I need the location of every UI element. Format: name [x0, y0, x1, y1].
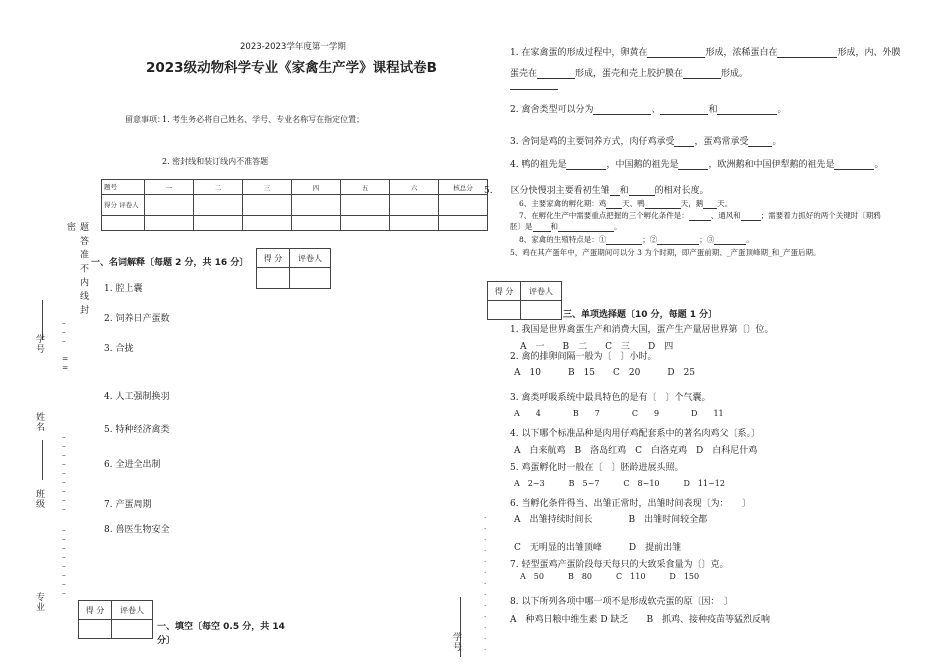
fill-q9: 5、鸡在其产蛋年中，产蛋期间可以分 3 为个时期，即产蛋前期、_产蛋顶峰期_和_产蛋后期。 — [510, 248, 821, 257]
mc-question: 8. 以下所列各项中哪一项不是形成软壳蛋的原〔因： 〕 — [510, 597, 733, 607]
mc-options[interactable]: A 10 B 15 C 20 D 25 — [514, 368, 696, 378]
section1-title: 一、名词解释〔每题 2 分，共 16 分〕 — [91, 258, 249, 268]
score-cell[interactable] — [292, 216, 341, 231]
notice-label: 留意事项： — [125, 115, 165, 124]
student-id-label: 学号 — [34, 334, 44, 354]
blank[interactable] — [510, 80, 558, 90]
binding-dashes: – – – – – – – – — [62, 525, 66, 597]
score-cell[interactable] — [145, 216, 194, 231]
fill-q8: 8、家禽的生殖特点是：① ；② ；③ 。 — [519, 235, 754, 244]
score-header: 四 — [292, 180, 341, 195]
semester-label: 2023-2023学年度第一学期 — [240, 42, 346, 52]
grader-score-cell[interactable] — [257, 268, 290, 289]
score-cell[interactable] — [102, 216, 145, 231]
notice-1: 1. 考生务必将自己姓名、学号、专业名称写在指定位置； — [162, 115, 365, 124]
grader-score-cell[interactable] — [79, 620, 112, 639]
mc-options[interactable]: A 50 B 80 C 110 D 150 — [520, 572, 700, 581]
score-cell[interactable] — [292, 195, 341, 216]
score-header: 题号 — [102, 180, 145, 195]
binding-dots: · · · · · · · · · · · · · — [484, 513, 487, 654]
mc-question: 5. 鸡蛋孵化时一般在〔 〕胚龄进展头照。 — [510, 463, 684, 473]
score-header: 一 — [145, 180, 194, 195]
term-item: 3. 合拢 — [104, 344, 134, 354]
class-label: 班级 — [34, 489, 44, 509]
mc-question: 1. 我国是世界禽蛋生产和消费大国，蛋产生产量居世界第〔〕位。 — [510, 325, 774, 335]
grader-box — [256, 248, 331, 289]
fill-q4: 4. 鸭的祖先是 ，中国鹅的祖先是 ，欧洲鹅和中国伊犁鹅的祖先是 。 — [510, 160, 884, 170]
score-header: 核总分 — [439, 180, 488, 195]
score-cell[interactable] — [194, 195, 243, 216]
score-cell[interactable] — [194, 216, 243, 231]
fill-q7: 7、在孵化生产中需要重点把握的三个孵化条件是： 、通风和 ；需要着力抓好的两个关键时〔期鸦 — [519, 211, 881, 220]
grader-score-cell[interactable] — [488, 301, 521, 320]
score-table — [101, 179, 488, 231]
fill-q5: 5. 区分快慢羽主要看初生雏 和 的相对长度。 — [484, 186, 709, 196]
binding-dashes: – – – – – – – – – — [62, 432, 66, 513]
grader-name-label: 评卷人 — [112, 601, 153, 620]
term-item: 4. 人工强制换羽 — [104, 392, 170, 402]
score-header: 六 — [390, 180, 439, 195]
grader-name-cell[interactable] — [112, 620, 153, 639]
mc-question: 2. 禽的排卵间隔一般为〔 〕小时。 — [510, 352, 657, 362]
binding-line — [42, 440, 43, 480]
score-cell[interactable] — [390, 216, 439, 231]
grader-box — [487, 281, 562, 320]
binding-warning: 题 答 准 不 内 线 封 密 — [65, 222, 88, 316]
major-label: 专业 — [34, 592, 44, 612]
grader-name-label: 评卷人 — [290, 249, 331, 268]
score-row-label: 得分 评卷人 — [102, 195, 145, 216]
student-id-label: 学号 — [451, 632, 461, 652]
mc-question: 3. 禽类呼吸系统中最具特色的是有〔 〕个气囊。 — [510, 393, 711, 403]
section2-title-cont: 分〕 — [157, 636, 176, 646]
grader-name-cell[interactable] — [290, 268, 331, 289]
grader-box — [78, 600, 153, 639]
grader-score-label: 得 分 — [257, 249, 290, 268]
mc-options[interactable]: A 2~3 B 5~7 C 8~10 D 11~12 — [514, 479, 725, 488]
score-header: 二 — [194, 180, 243, 195]
score-cell[interactable] — [145, 195, 194, 216]
term-item: 7. 产蛋周期 — [104, 500, 152, 510]
mc-options[interactable]: A 出雏持续时间长 B 出雏时间较全都 — [514, 515, 708, 525]
binding-dashes: – – – = = — [62, 318, 69, 372]
fill-q7-cont: 胚〕是 和 。 — [510, 222, 622, 231]
term-item: 5. 特种经济禽类 — [104, 425, 170, 435]
score-cell[interactable] — [439, 216, 488, 231]
mc-options[interactable]: A 4 B 7 C 9 D 11 — [514, 409, 724, 418]
fill-q6: 6、主要家禽的孵化期：鸡 天、鸭 天，鹅 天。 — [519, 199, 733, 208]
mc-question: 6. 当孵化条件得当、出雏正常时，出雏时间表现〔为： 〕 — [510, 499, 751, 509]
grader-name-label: 评卷人 — [521, 282, 562, 301]
notice-2: 2. 密封线和装订线内不准答题 — [162, 157, 269, 166]
grader-score-label: 得 分 — [488, 282, 521, 301]
score-cell[interactable] — [439, 195, 488, 216]
mc-question: 4. 以下哪个标准品种是肉用仔鸡配套系中的著名肉鸡父〔系。〕 — [510, 429, 760, 439]
score-header: 三 — [243, 180, 292, 195]
grader-name-cell[interactable] — [521, 301, 562, 320]
exam-title: 2023级动物科学专业《家禽生产学》课程试卷B — [146, 60, 437, 76]
score-cell[interactable] — [341, 216, 390, 231]
fill-q3: 3. 舍饲是鸡的主要饲养方式，肉仔鸡承受 ，蛋鸡常承受 。 — [510, 137, 782, 147]
term-item: 1. 腔上囊 — [104, 284, 143, 294]
term-item: 6. 全进全出制 — [104, 460, 161, 470]
score-cell[interactable] — [243, 216, 292, 231]
section2-title: 一、填空〔每空 0.5 分，共 14 — [157, 622, 285, 632]
name-label: 姓名 — [34, 412, 44, 432]
term-item: 2. 饲养日产蛋数 — [104, 314, 170, 324]
fill-q1-cont: 蛋壳在 形成，蛋壳和壳上胶护膜在 形成。 — [510, 69, 749, 79]
mc-question: 7. 轻型蛋鸡产蛋阶段每天每只的大致采食量为〔〕克。 — [510, 560, 729, 570]
mc-options[interactable]: C 无明显的出雏顶峰 D 提前出雏 — [514, 543, 682, 553]
score-cell[interactable] — [243, 195, 292, 216]
fill-q2: 2. 禽舍类型可以分为 、 和 。 — [510, 105, 787, 115]
term-item: 8. 兽医生物安全 — [104, 525, 170, 535]
score-cell[interactable] — [390, 195, 439, 216]
grader-score-label: 得 分 — [79, 601, 112, 620]
mc-options[interactable]: A 一 B 二 C 三 D 四 — [520, 342, 674, 352]
score-cell[interactable] — [341, 195, 390, 216]
fill-q1: 1. 在家禽蛋的形成过程中，卵黄在 形成，浓稀蛋白在 形成，内、外膜 — [510, 48, 901, 58]
score-header: 五 — [341, 180, 390, 195]
mc-options[interactable]: A 白来航鸡 B 洛岛红鸡 C 白洛克鸡 D 白科尼什鸡 — [514, 446, 758, 456]
mc-options[interactable]: A 种鸡日粮中维生素 D 缺乏 B 抓鸡、接种疫苗等猛烈反响 — [510, 615, 771, 625]
section3-title: 三、单项选择题〔10 分，每题 1 分〕 — [563, 310, 718, 320]
